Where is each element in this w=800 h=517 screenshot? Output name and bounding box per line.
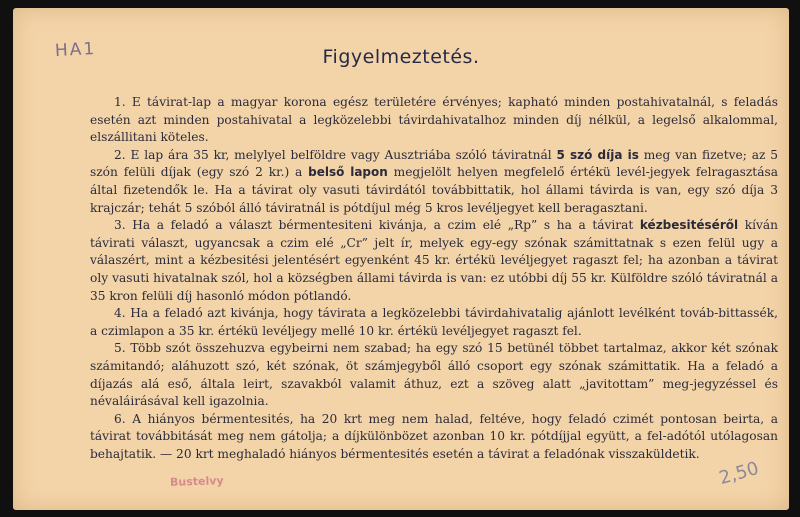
handwritten-note: HA1 (54, 38, 97, 62)
notice-body (90, 94, 778, 463)
paragraph-text: 6. A hiányos bérmentesités, ha 20 krt meg nem halad, feltéve, hogy feladó czimét pontosan beirta, a távirat továbbitását meg nem gátolja; a díjkülönbözet azonban 10 kr. pótdíjjal együtt, a fel-adótól utólagosan behajtatik. — 20 krt meghaladó hiányos bérmentesités esetén a távirat a feladónak visszaküldetik. (90, 411, 778, 461)
notice-paragraph-5 (90, 340, 778, 410)
emphasis-text: lapon (350, 165, 388, 180)
paragraph-text: 5. Több szót összehuzva egybeirni nem szabad; ha egy szó 15 betünél többet tartalmaz, akkor két szónak számitandó; aláhuzott szó, két szónak, öt számjegyből álló csoport egy szónak számittatik. Ha a feladó a díjazás alá eső, általa leirt, szavakból valamit áthuz, ezt a szöveg alatt „javitottam” meg-jegyzéssel és névaláirásával kell igazolnia. (90, 341, 778, 409)
paragraph-text: 4. Ha a feladó azt kivánja, hogy távirata a legközelebbi távirdahivatalig ajánlott levélként továb-bittassék, a czimlapon a 35 kr. értékü levéljegy mellé 10 kr. értékü levéljegyet ragaszt fel. (90, 306, 778, 338)
notice-paragraph-3 (90, 217, 778, 305)
notice-paragraph-4 (90, 305, 778, 340)
paragraph-text: 3. Ha a feladó a választ bérmentesiteni kivánja, a czim elé „Rp” s ha a távirat (114, 218, 640, 233)
telegram-card (13, 8, 789, 510)
paragraph-text: kíván távirati választ, ugyancsak a czim elé „Cr” jelt ír, melyek egy-egy szónak számittatnak s ezen felül ugy a válaszért, mint a kézbesitési jelentésért egyenként 45 kr. értékü levéljegyet ragaszt fel; ha azonban a távirat oly vasuti hivatalnak szól, hol a községben állami távirda is van: ez utóbbi díj 55 kr. Külföldre szóló táviratnál a 35 kron felüli díj hasonló módon pótlandó. (90, 218, 778, 303)
paragraph-text: megjelölt helyen megfelelő értékü levél-jegyek felragasztása által fizetendők le. Ha a távirat oly vasuti távirdától továbbittatik, hol állami távirda is van, egy szó díja 3 krajczár; tehát 5 szóból álló táviratnál is pótdíjul még 5 kros levéljegyet kell beragasztani. (90, 165, 778, 215)
emphasis-text: belső (308, 165, 345, 180)
notice-paragraph-6 (90, 411, 778, 464)
notice-paragraph-2 (90, 147, 778, 217)
paragraph-text: 2. E lap ára 35 kr, melylyel belföldre vagy Ausztriába szóló táviratnál (114, 147, 557, 162)
emphasis-text: 5 szó díja is (556, 147, 639, 162)
paragraph-text: 1. E távirat-lap a magyar korona egész területére érvényes; kapható minden postahivatalnál, s feladás esetén azt minden postahivatal a legközelebbi távirdahivatalhoz minden díj nélkül, a legelső alkalommal, elszállitani köteles. (90, 95, 778, 145)
page-title: Figyelmeztetés. (322, 46, 480, 68)
price-note: 2,50 (716, 457, 762, 490)
notice-paragraph-1 (90, 94, 778, 147)
stamp-text: Bustelvy (169, 474, 224, 489)
emphasis-text: kézbesitéséről (639, 218, 739, 233)
paragraph-text: meg van fizetve; az 5 szón felüli díjak (egy szó 2 kr.) a (90, 147, 778, 180)
